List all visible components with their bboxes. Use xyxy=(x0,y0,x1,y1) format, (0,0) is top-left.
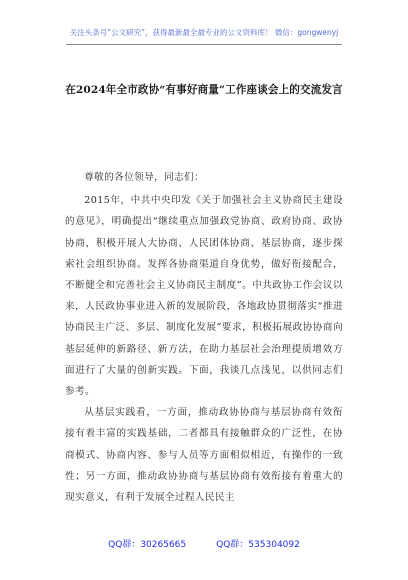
document-body xyxy=(65,167,343,508)
salutation: 尊敬的各位领导，同志们： xyxy=(84,172,205,183)
header-banner: 关注头条号“公文研究”，获得最新最全最专业的公文资料库！ 微信：gongwenyj xyxy=(69,28,339,37)
paragraph-1: 2015年，中共中央印发《关于加强社会主义协商民主建设的意见》，明确提出“继续重点加强政党协商、政府协商、政协协商，积极开展人大协商、人民团体协商、基层协商，逐步探索社会组织协商。发挥各协商渠道自身优势，做好衔接配合，不断健全和完善社会主义协商民主制度”。中共政协工作会议以来，人民政协事业进入新的发展阶段，各地政协贯彻落实“推进协商民主广泛、多层、制度化发展”要求，积极拓展政协协商向基层延伸的新路径、新方法，在助力基层社会治理提质增效方面进行了大量的创新实践。下面，我谈几点浅见，以供同志们参考。 xyxy=(65,195,343,398)
document-title: 在2024年全市政协“有事好商量”工作座谈会上的交流发言 xyxy=(65,84,343,96)
footer xyxy=(0,537,408,550)
header-divider xyxy=(66,44,342,45)
qq-group-2: QQ群：535304092 xyxy=(216,540,300,550)
qq-group-1: QQ群：30265665 xyxy=(108,540,187,550)
paragraph-2: 从基层实践看，一方面，推动政协协商与基层协商有效衔接有着丰富的实践基础，二者都具有接触群众的广泛性，在协商模式、协商内容、参与人员等方面相似相近，有操作的一致性；另一方面，推动政协协商与基层协商有效衔接有着重大的现实意义，有利于发展全过程人民民主 xyxy=(65,407,343,504)
